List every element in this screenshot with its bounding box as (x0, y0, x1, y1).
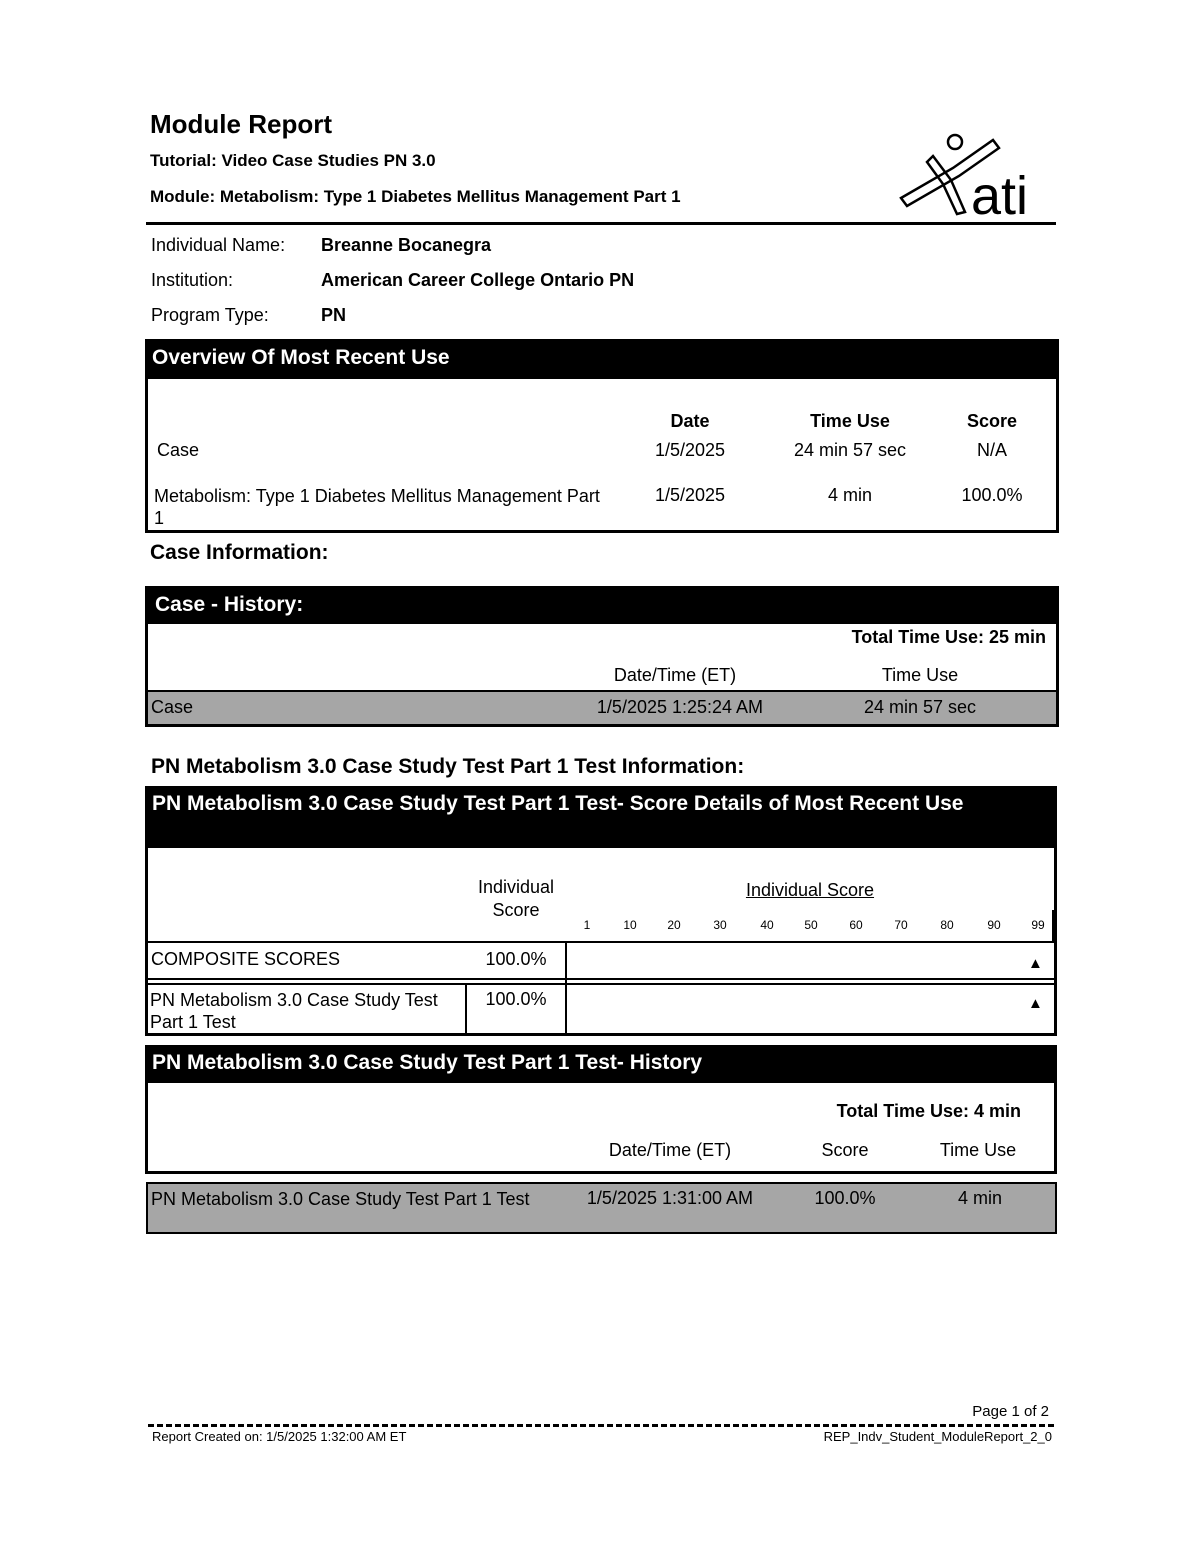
overview-title: Overview Of Most Recent Use (145, 339, 1059, 379)
row-divider (146, 941, 1056, 943)
overview-row-score: N/A (976, 440, 1007, 460)
test-info-heading: PN Metabolism 3.0 Case Study Test Part 1 Test Information: (151, 755, 745, 778)
overview-row-timeuse: 4 min (827, 485, 872, 505)
tutorial-name: Tutorial: Video Case Studies PN 3.0 (150, 151, 436, 170)
column-divider (465, 983, 467, 1033)
ati-logo (893, 128, 1043, 220)
overview-row-date: 1/5/2025 (654, 485, 726, 505)
composite-scores-label: COMPOSITE SCORES (151, 949, 341, 969)
overview-timeuse-header: Time Use (810, 411, 890, 431)
test-history-row-timeuse: 4 min (957, 1188, 1002, 1208)
test-history-row-name: PN Metabolism 3.0 Case Study Test Part 1 Test (151, 1189, 530, 1209)
case-row-timeuse: 24 min 57 sec (863, 697, 977, 717)
module-name: Module: Metabolism: Type 1 Diabetes Mellitus Management Part 1 (150, 187, 681, 206)
overview-row-name: Metabolism: Type 1 Diabetes Mellitus Management Part 1 (154, 486, 600, 528)
case-info-heading: Case Information: (150, 541, 329, 564)
row-divider (146, 978, 1056, 980)
overview-date-header: Date (670, 411, 710, 431)
overview-row-name: Case (157, 440, 200, 460)
institution-value: American Career College Ontario PN (321, 270, 635, 290)
institution-label: Institution: (151, 270, 234, 290)
header-divider (146, 222, 1056, 225)
axis-tick: 10 (623, 918, 637, 932)
axis-tick: 1 (583, 918, 591, 932)
axis-tick: 80 (940, 918, 954, 932)
test-score-value: 100.0% (485, 989, 547, 1009)
case-total-time: Total Time Use: 25 min (851, 627, 1046, 647)
page-title: Module Report (150, 109, 332, 139)
case-timeuse-header: Time Use (881, 665, 959, 685)
column-divider (565, 941, 567, 1033)
test-history-row-score: 100.0% (814, 1188, 876, 1208)
test-score-header: Score (821, 1140, 869, 1160)
test-history-row-datetime: 1/5/2025 1:31:00 AM (586, 1188, 754, 1208)
axis-tick: 70 (894, 918, 908, 932)
axis-tick: 30 (713, 918, 727, 932)
axis-tick: 40 (760, 918, 774, 932)
row-divider (146, 983, 1056, 985)
logo-text: ati (971, 166, 1029, 220)
page-number: Page 1 of 2 (972, 1403, 1049, 1420)
overview-row-timeuse: 24 min 57 sec (793, 440, 907, 460)
case-datetime-header: Date/Time (ET) (613, 665, 737, 685)
test-datetime-header: Date/Time (ET) (608, 1140, 732, 1160)
axis-tick: 50 (804, 918, 818, 932)
axis-tick: 60 (849, 918, 863, 932)
footer-divider (148, 1424, 1054, 1427)
axis-tick: 90 (987, 918, 1001, 932)
name-label: Individual Name: (151, 235, 286, 255)
name-value: Breanne Bocanegra (321, 235, 492, 255)
composite-score-value: 100.0% (485, 949, 547, 969)
test-score-label: PN Metabolism 3.0 Case Study Test Part 1 Test (150, 990, 438, 1032)
overview-row-score: 100.0% (961, 485, 1023, 505)
axis-tick: 99 (1031, 918, 1045, 932)
score-marker-icon: ▲ (1028, 955, 1043, 972)
overview-score-header: Score (966, 411, 1018, 431)
case-row-datetime: 1/5/2025 1:25:24 AM (596, 697, 764, 717)
score-details-title: PN Metabolism 3.0 Case Study Test Part 1 Test- Score Details of Most Recent Use (145, 786, 1057, 848)
test-total-time: Total Time Use: 4 min (836, 1101, 1021, 1121)
case-history-title: Case - History: (145, 586, 1059, 624)
program-label: Program Type: (151, 305, 269, 325)
individual-score-header: Individual Score (477, 877, 555, 920)
report-id: REP_Indv_Student_ModuleReport_2_0 (823, 1429, 1052, 1444)
score-marker-icon: ▲ (1028, 995, 1043, 1012)
test-history-title: PN Metabolism 3.0 Case Study Test Part 1 Test- History (145, 1045, 1057, 1083)
test-timeuse-header: Time Use (939, 1140, 1017, 1160)
overview-row-date: 1/5/2025 (654, 440, 726, 460)
report-created: Report Created on: 1/5/2025 1:32:00 AM ET (152, 1429, 407, 1444)
case-row-name: Case (151, 697, 194, 717)
axis-end-mark (1052, 910, 1054, 942)
individual-score-chart-title: Individual Score (745, 880, 875, 900)
axis-tick: 20 (667, 918, 681, 932)
program-value: PN (321, 305, 347, 325)
